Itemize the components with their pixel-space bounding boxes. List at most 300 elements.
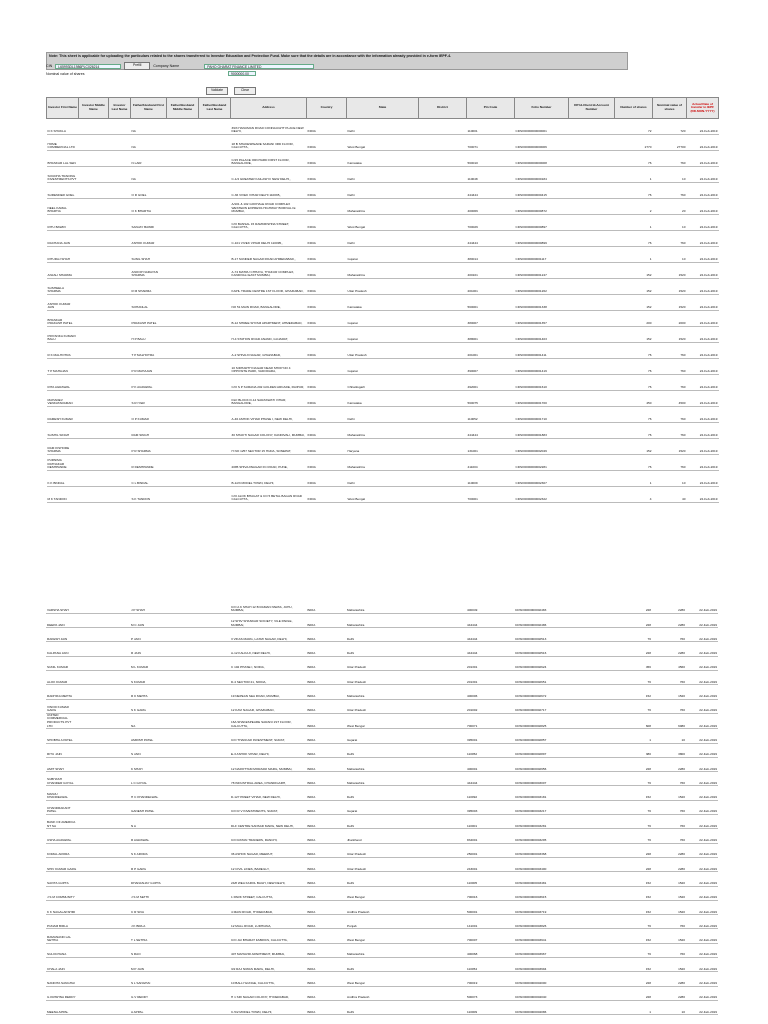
table-cell[interactable]: HOME COMMERCIAL LTD: [47, 135, 79, 151]
table-cell[interactable]: INDIA: [307, 295, 347, 311]
table-cell[interactable]: [569, 311, 615, 327]
table-cell[interactable]: [569, 471, 615, 487]
table-cell[interactable]: [418, 958, 466, 972]
table-cell[interactable]: [166, 972, 198, 986]
table-cell[interactable]: 1520: [652, 886, 686, 900]
table-cell[interactable]: [78, 872, 108, 886]
table-cell[interactable]: [108, 656, 130, 670]
table-cell[interactable]: INDIA: [306, 628, 346, 642]
table-cell[interactable]: [79, 119, 109, 135]
table-cell[interactable]: J S M SETHI: [130, 886, 166, 900]
table-cell[interactable]: CDSO0000000000872: [515, 199, 569, 215]
table-cell[interactable]: 1: [615, 247, 653, 263]
table-cell[interactable]: L C GOYAL: [130, 772, 166, 786]
table-cell[interactable]: [167, 215, 199, 231]
table-cell[interactable]: [167, 151, 199, 167]
table-cell[interactable]: [108, 843, 130, 857]
table-cell[interactable]: [79, 487, 109, 503]
table-cell[interactable]: [108, 743, 130, 757]
table-cell[interactable]: 400049: [466, 599, 514, 613]
table-cell[interactable]: 131001: [467, 439, 515, 455]
table-cell[interactable]: 76: [615, 407, 653, 423]
table-cell[interactable]: INDIA: [306, 943, 346, 957]
table-cell[interactable]: [167, 279, 199, 295]
table-cell[interactable]: [166, 599, 198, 613]
table-cell[interactable]: B-17 SUNDER NAGAR ROAD AHMEDABAD,,: [231, 247, 307, 263]
table-cell[interactable]: [78, 599, 108, 613]
table-cell[interactable]: 1520: [652, 685, 686, 699]
table-cell[interactable]: INDIA: [307, 487, 347, 503]
table-cell[interactable]: 152: [615, 439, 653, 455]
table-cell[interactable]: 22-Feb-2019: [686, 1000, 718, 1014]
table-cell[interactable]: [79, 151, 109, 167]
table-cell[interactable]: INDIA: [307, 183, 347, 199]
table-cell[interactable]: [166, 670, 198, 684]
table-cell[interactable]: NANDITA SANGHAI: [46, 972, 78, 986]
table-cell[interactable]: [109, 471, 131, 487]
table-cell[interactable]: BHASKAR PRAKASH PATEL: [47, 311, 79, 327]
table-cell[interactable]: Maharashtra: [347, 199, 419, 215]
table-cell[interactable]: [418, 713, 466, 728]
table-cell[interactable]: 395001: [466, 729, 514, 743]
table-cell[interactable]: [419, 215, 467, 231]
table-cell[interactable]: D K SHUKLA: [47, 119, 79, 135]
table-cell[interactable]: 22-Feb-2019: [686, 772, 718, 786]
table-cell[interactable]: 110009: [466, 1000, 514, 1014]
table-cell[interactable]: 22-Feb-2019: [686, 986, 718, 1000]
table-cell[interactable]: [109, 295, 131, 311]
table-cell[interactable]: CDSO0000000002486: [514, 613, 568, 627]
table-cell[interactable]: 22-Feb-2019: [687, 343, 719, 359]
table-cell[interactable]: Maharashtra: [346, 613, 418, 627]
table-cell[interactable]: 18 B SHAKESPEARE SARANI 3RD FLOOR, CALCUTTA,: [231, 135, 307, 151]
table-cell[interactable]: INDIA: [306, 829, 346, 843]
table-cell[interactable]: [569, 327, 615, 343]
table-cell[interactable]: 22-Feb-2019: [686, 972, 718, 986]
table-cell[interactable]: 380014: [467, 247, 515, 263]
table-cell[interactable]: [79, 167, 109, 183]
table-cell[interactable]: CDSO0000000004086: [514, 1000, 568, 1014]
table-cell[interactable]: [78, 670, 108, 684]
table-cell[interactable]: [167, 455, 199, 471]
table-cell[interactable]: Maharashtra: [347, 455, 419, 471]
table-cell[interactable]: [199, 263, 231, 279]
table-cell[interactable]: 4: [615, 487, 653, 503]
table-cell[interactable]: [78, 613, 108, 627]
table-cell[interactable]: INDIA: [307, 391, 347, 407]
table-cell[interactable]: 22-Feb-2019: [686, 613, 718, 627]
table-cell[interactable]: 22-Feb-2019: [686, 685, 718, 699]
table-cell[interactable]: [568, 1000, 614, 1014]
table-cell[interactable]: [167, 407, 199, 423]
table-cell[interactable]: 76: [615, 423, 653, 439]
table-cell[interactable]: 110054: [466, 958, 514, 972]
table-cell[interactable]: [167, 167, 199, 183]
table-cell[interactable]: Karnataka: [347, 295, 419, 311]
table-cell[interactable]: [78, 656, 108, 670]
table-cell[interactable]: [419, 487, 467, 503]
table-cell[interactable]: 380007: [467, 311, 515, 327]
table-cell[interactable]: 110001: [466, 815, 514, 829]
table-cell[interactable]: [108, 613, 130, 627]
table-cell[interactable]: [418, 972, 466, 986]
table-cell[interactable]: [167, 295, 199, 311]
table-cell[interactable]: 560075: [467, 391, 515, 407]
table-cell[interactable]: CDSO0000000002624: [514, 656, 568, 670]
table-cell[interactable]: [568, 857, 614, 871]
table-cell[interactable]: [79, 263, 109, 279]
table-cell[interactable]: [418, 986, 466, 1000]
table-cell[interactable]: [79, 407, 109, 423]
table-cell[interactable]: [167, 183, 199, 199]
table-cell[interactable]: [109, 327, 131, 343]
table-cell[interactable]: [79, 231, 109, 247]
table-cell[interactable]: Gujarat: [347, 327, 419, 343]
table-cell[interactable]: 22-Feb-2019: [686, 800, 718, 814]
table-cell[interactable]: 2280: [652, 843, 686, 857]
table-cell[interactable]: [108, 729, 130, 743]
table-cell[interactable]: [167, 375, 199, 391]
table-cell[interactable]: NA: [131, 167, 167, 183]
table-cell[interactable]: 22-Feb-2019: [687, 295, 719, 311]
table-cell[interactable]: C-101 VIVEK VIHAR DELHI 110095,,: [231, 231, 307, 247]
table-cell[interactable]: 22-Feb-2019: [686, 656, 718, 670]
table-cell[interactable]: [166, 915, 198, 929]
table-cell[interactable]: 76: [615, 151, 653, 167]
table-cell[interactable]: 400068: [466, 943, 514, 957]
table-cell[interactable]: SAVITA GUPTA: [46, 872, 78, 886]
table-cell[interactable]: M C JAIN: [130, 613, 166, 627]
table-cell[interactable]: [199, 407, 231, 423]
table-cell[interactable]: A-74 MATRU CHHAYA, THAKUR COMPLEX, KANDIVALI EAST MUMBAI,: [231, 263, 307, 279]
table-cell[interactable]: C/O A K SHAH 12 B RAMAN NIWAS, JUHU, MUMBAI,: [230, 599, 306, 613]
table-cell[interactable]: 10: [653, 215, 687, 231]
table-cell[interactable]: [569, 247, 615, 263]
table-cell[interactable]: Gujarat: [347, 311, 419, 327]
table-cell[interactable]: 152: [615, 263, 653, 279]
table-cell[interactable]: H 1 SRI NAGAR COLONY, HYDERABAD,: [230, 986, 306, 1000]
table-cell[interactable]: INDIA: [307, 423, 347, 439]
table-cell[interactable]: 760: [652, 915, 686, 929]
table-cell[interactable]: [418, 843, 466, 857]
table-cell[interactable]: [568, 800, 614, 814]
table-cell[interactable]: 1520: [653, 279, 687, 295]
table-cell[interactable]: CDSO0000000002857: [514, 729, 568, 743]
table-cell[interactable]: [78, 743, 108, 757]
table-cell[interactable]: [167, 199, 199, 215]
table-cell[interactable]: [568, 829, 614, 843]
table-cell[interactable]: [199, 359, 231, 375]
table-cell[interactable]: 22-Feb-2019: [687, 263, 719, 279]
table-cell[interactable]: 700026: [467, 215, 515, 231]
table-cell[interactable]: C-1/4 GREATER KAILASH II NEW DELHI,,: [231, 167, 307, 183]
table-cell[interactable]: [569, 119, 615, 135]
table-cell[interactable]: 4500: [653, 391, 687, 407]
table-cell[interactable]: SHOBHA A PATEL: [46, 729, 78, 743]
table-cell[interactable]: Delhi: [346, 642, 418, 656]
table-cell[interactable]: 2280: [652, 857, 686, 871]
table-cell[interactable]: CDSO0000000003941: [514, 929, 568, 943]
table-cell[interactable]: [419, 327, 467, 343]
table-cell[interactable]: [167, 343, 199, 359]
table-cell[interactable]: CDSO0000000002825: [514, 713, 568, 728]
table-cell[interactable]: 492001: [467, 375, 515, 391]
table-cell[interactable]: INDIA: [306, 986, 346, 1000]
table-cell[interactable]: 110052: [467, 407, 515, 423]
table-cell[interactable]: [166, 772, 198, 786]
table-cell[interactable]: [166, 958, 198, 972]
table-cell[interactable]: CDSO0000000002513: [514, 628, 568, 642]
table-cell[interactable]: 22-Feb-2019: [687, 135, 719, 151]
table-cell[interactable]: [78, 886, 108, 900]
table-cell[interactable]: [199, 343, 231, 359]
table-cell[interactable]: [418, 800, 466, 814]
table-cell[interactable]: [569, 487, 615, 503]
table-cell[interactable]: [79, 471, 109, 487]
table-cell[interactable]: [166, 800, 198, 814]
table-cell[interactable]: INDIA: [307, 359, 347, 375]
table-cell[interactable]: [166, 713, 198, 728]
table-cell[interactable]: [78, 729, 108, 743]
table-cell[interactable]: CDSO0000000002897: [514, 743, 568, 757]
table-cell[interactable]: 12 MALL ROAD, LUDHIANA,: [230, 915, 306, 929]
table-cell[interactable]: Gujarat: [346, 800, 418, 814]
table-cell[interactable]: [79, 295, 109, 311]
table-cell[interactable]: S KUMAR: [130, 670, 166, 684]
table-cell[interactable]: [79, 343, 109, 359]
table-cell[interactable]: C/O RATAN TRADERS, RANCHI,: [230, 829, 306, 843]
table-cell[interactable]: S JAIN: [130, 743, 166, 757]
table-cell[interactable]: [568, 743, 614, 757]
table-cell[interactable]: [419, 279, 467, 295]
table-cell[interactable]: [569, 423, 615, 439]
table-cell[interactable]: CDSO0000000001710: [515, 407, 569, 423]
table-cell[interactable]: CDSO0000000001419: [515, 359, 569, 375]
table-cell[interactable]: [418, 757, 466, 771]
table-cell[interactable]: SUSHIL SINGH: [47, 423, 79, 439]
table-cell[interactable]: 1: [615, 167, 653, 183]
table-cell[interactable]: 201301: [466, 670, 514, 684]
company-name-field[interactable]: PAHO GHARAT FINANCE LIMITED: [204, 64, 314, 69]
table-cell[interactable]: [109, 407, 131, 423]
table-cell[interactable]: R DESHPANDE: [131, 455, 167, 471]
table-cell[interactable]: NEEL KAMAL BHARTIA: [47, 199, 79, 215]
table-cell[interactable]: 760: [653, 151, 687, 167]
table-cell[interactable]: S K TANDON: [131, 487, 167, 503]
table-cell[interactable]: A/101 & 102 GOKHALE ROAD COMPLEX WESTERN EXPRESS HIGHWAY BORIVALI E MUMBAI,: [231, 199, 307, 215]
table-cell[interactable]: 22-Feb-2019: [686, 729, 718, 743]
table-cell[interactable]: Maharashtra: [347, 423, 419, 439]
table-cell[interactable]: [418, 943, 466, 957]
table-cell[interactable]: [418, 900, 466, 914]
table-cell[interactable]: 152: [614, 929, 652, 943]
table-cell[interactable]: [418, 670, 466, 684]
table-cell[interactable]: INDIA: [306, 743, 346, 757]
table-cell[interactable]: CDSO0000000003994: [514, 958, 568, 972]
table-cell[interactable]: [199, 423, 231, 439]
table-cell[interactable]: 390007: [467, 359, 515, 375]
table-cell[interactable]: [109, 231, 131, 247]
table-cell[interactable]: [166, 815, 198, 829]
table-cell[interactable]: D-4 SECTOR 21, NOIDA,: [230, 670, 306, 684]
table-cell[interactable]: 22-Feb-2019: [686, 670, 718, 684]
table-cell[interactable]: 456: [614, 656, 652, 670]
table-cell[interactable]: [109, 311, 131, 327]
table-cell[interactable]: [568, 699, 614, 713]
table-cell[interactable]: CDSO0000000001403: [515, 327, 569, 343]
table-cell[interactable]: 395003: [466, 800, 514, 814]
table-cell[interactable]: 228: [614, 613, 652, 627]
table-cell[interactable]: [78, 713, 108, 728]
table-cell[interactable]: [199, 215, 231, 231]
table-cell[interactable]: Delhi: [346, 815, 418, 829]
table-cell[interactable]: [78, 1000, 108, 1014]
table-cell[interactable]: 760: [653, 183, 687, 199]
table-cell[interactable]: [78, 772, 108, 786]
table-cell[interactable]: C L BINDAL: [131, 471, 167, 487]
table-cell[interactable]: 24/8 WEA KAROL BAGH, NEW DELHI,: [230, 872, 306, 886]
cin-field[interactable]: L65993DL1986PLC026214: [55, 64, 121, 69]
table-cell[interactable]: 22-Feb-2019: [687, 279, 719, 295]
table-cell[interactable]: [199, 487, 231, 503]
table-cell[interactable]: [199, 439, 231, 455]
table-cell[interactable]: 22-Feb-2019: [686, 713, 718, 728]
table-cell[interactable]: 380: [614, 743, 652, 757]
validate-button[interactable]: Validate: [206, 87, 228, 95]
table-cell[interactable]: T P MALHOTRA: [131, 343, 167, 359]
table-cell[interactable]: [79, 455, 109, 471]
table-cell[interactable]: [108, 829, 130, 843]
table-cell[interactable]: [568, 613, 614, 627]
table-cell[interactable]: [78, 685, 108, 699]
table-cell[interactable]: [418, 786, 466, 800]
table-cell[interactable]: C/O BANSAL 15 RAMKRISHNA STREET, CALCUTTA,: [231, 215, 307, 231]
table-cell[interactable]: O R GOEL: [131, 183, 167, 199]
table-cell[interactable]: 10: [653, 471, 687, 487]
table-cell[interactable]: [108, 713, 130, 728]
table-cell[interactable]: Maharashtra: [346, 757, 418, 771]
table-cell[interactable]: [109, 215, 131, 231]
table-cell[interactable]: 76: [615, 375, 653, 391]
table-cell[interactable]: West Bengal: [346, 713, 418, 728]
table-cell[interactable]: Uttar Pradesh: [346, 656, 418, 670]
table-cell[interactable]: Andhra Pradesh: [346, 986, 418, 1000]
table-cell[interactable]: INDIA: [306, 656, 346, 670]
table-cell[interactable]: 834001: [466, 829, 514, 843]
table-cell[interactable]: 500001: [466, 900, 514, 914]
table-cell[interactable]: [108, 685, 130, 699]
table-cell[interactable]: CDSO0000000000001: [515, 119, 569, 135]
table-cell[interactable]: 450: [615, 391, 653, 407]
table-cell[interactable]: INDIA: [307, 279, 347, 295]
table-cell[interactable]: 10 BALLYGUNGE, CALCUTTA,: [230, 972, 306, 986]
table-cell[interactable]: 1: [615, 471, 653, 487]
table-cell[interactable]: [199, 295, 231, 311]
table-cell[interactable]: [79, 215, 109, 231]
table-cell[interactable]: [569, 263, 615, 279]
table-cell[interactable]: [78, 900, 108, 914]
table-cell[interactable]: [109, 439, 131, 455]
table-cell[interactable]: West Bengal: [346, 972, 418, 986]
table-cell[interactable]: 2000: [653, 311, 687, 327]
table-cell[interactable]: SUNIL SHAH: [131, 247, 167, 263]
table-cell[interactable]: INDIA: [307, 311, 347, 327]
table-cell[interactable]: [78, 986, 108, 1000]
table-cell[interactable]: 3/2 RAJ NIWAS MARG, DELHI,: [230, 958, 306, 972]
table-cell[interactable]: 760: [653, 343, 687, 359]
table-cell[interactable]: Uttar Pradesh: [346, 843, 418, 857]
table-cell[interactable]: [108, 915, 130, 929]
table-cell[interactable]: [418, 872, 466, 886]
table-cell[interactable]: [418, 929, 466, 943]
table-cell[interactable]: A APPAL: [130, 1000, 166, 1014]
table-cell[interactable]: 22-Feb-2019: [686, 757, 718, 771]
table-cell[interactable]: [78, 943, 108, 957]
table-cell[interactable]: [199, 151, 231, 167]
table-cell[interactable]: S K ARORA: [130, 843, 166, 857]
table-cell[interactable]: INDIA: [306, 713, 346, 728]
table-cell[interactable]: [108, 1000, 130, 1014]
table-cell[interactable]: 110005: [466, 872, 514, 886]
table-cell[interactable]: INDIA: [306, 1000, 346, 1014]
table-cell[interactable]: CDSO0000000003281: [514, 815, 568, 829]
table-cell[interactable]: [109, 247, 131, 263]
table-cell[interactable]: 22-Feb-2019: [686, 929, 718, 943]
table-cell[interactable]: [569, 167, 615, 183]
table-cell[interactable]: A-12 KALKAJI, NEW DELHI,: [230, 642, 306, 656]
table-cell[interactable]: [78, 628, 108, 642]
table-cell[interactable]: [78, 843, 108, 857]
table-cell[interactable]: [167, 135, 199, 151]
table-cell[interactable]: INDIA: [306, 857, 346, 871]
table-cell[interactable]: 12 SHIV SHANKAR SOCIETY, VILE PARLE, MUMBAI,: [230, 613, 306, 627]
table-cell[interactable]: INDIA: [306, 915, 346, 929]
table-cell[interactable]: Haryana: [347, 439, 419, 455]
table-cell[interactable]: [569, 199, 615, 215]
table-cell[interactable]: [109, 167, 131, 183]
table-cell[interactable]: 500073: [466, 986, 514, 1000]
table-cell[interactable]: [166, 857, 198, 871]
table-cell[interactable]: 27700: [653, 135, 687, 151]
table-cell[interactable]: 22-Feb-2019: [686, 743, 718, 757]
table-cell[interactable]: 22-Feb-2019: [687, 119, 719, 135]
table-cell[interactable]: [166, 886, 198, 900]
table-cell[interactable]: INDIA: [307, 247, 347, 263]
table-cell[interactable]: 110001: [467, 119, 515, 135]
table-cell[interactable]: 22-Feb-2019: [686, 943, 718, 957]
table-cell[interactable]: [79, 391, 109, 407]
table-cell[interactable]: S R IYER: [131, 391, 167, 407]
table-cell[interactable]: [198, 729, 230, 743]
table-cell[interactable]: 760: [653, 423, 687, 439]
table-cell[interactable]: 22-Feb-2019: [687, 487, 719, 503]
table-cell[interactable]: NA: [131, 119, 167, 135]
table-cell[interactable]: RITURAJ SHAH: [47, 247, 79, 263]
table-cell[interactable]: Maharashtra: [346, 685, 418, 699]
table-cell[interactable]: [108, 800, 130, 814]
table-cell[interactable]: DHANANJAY GUPTA: [130, 872, 166, 886]
table-cell[interactable]: 152: [614, 786, 652, 800]
table-cell[interactable]: A-46 ASHOK VIHAR PHASE I, NEW DELHI,: [231, 407, 307, 423]
table-cell[interactable]: NA: [131, 135, 167, 151]
table-cell[interactable]: 2280: [652, 642, 686, 656]
table-cell[interactable]: 16A SHAKESPEARE SARANI 1ST FLOOR, CALCUTTA,: [230, 713, 306, 728]
table-cell[interactable]: 22-Feb-2019: [687, 359, 719, 375]
table-cell[interactable]: 22-Feb-2019: [686, 900, 718, 914]
table-cell[interactable]: J K BIRLA: [130, 915, 166, 929]
table-cell[interactable]: [419, 247, 467, 263]
table-cell[interactable]: 22-Feb-2019: [687, 423, 719, 439]
